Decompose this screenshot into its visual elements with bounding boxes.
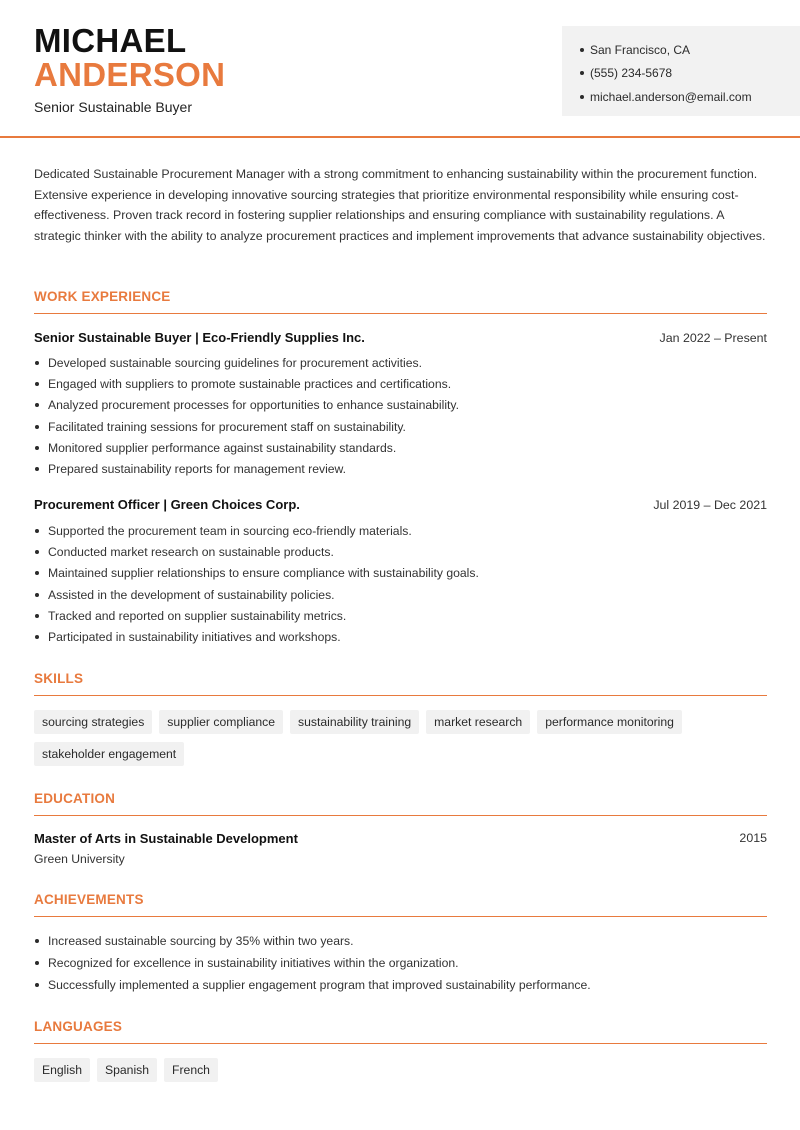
- bullet-icon: [35, 529, 39, 533]
- list-item: [34, 437, 767, 458]
- skill-chip: performance monitoring: [537, 710, 682, 734]
- list-item: [34, 373, 767, 394]
- contact-phone-text: (555) 234-5678: [590, 66, 673, 81]
- job-header: [34, 497, 767, 512]
- skill-chip: supplier compliance: [159, 710, 283, 734]
- list-item-text: Developed sustainable sourcing guidelines for procurement activities.: [48, 355, 422, 370]
- bullet-icon: [580, 71, 584, 75]
- contact-email[interactable]: [580, 85, 800, 109]
- job-dates: Jan 2022 – Present: [659, 331, 767, 345]
- last-name: ANDERSON: [34, 56, 226, 93]
- contact-box: [562, 26, 800, 116]
- job-title: Senior Sustainable Buyer: [34, 99, 192, 115]
- bullet-icon: [35, 425, 39, 429]
- list-item: [34, 974, 767, 996]
- list-item: [34, 520, 767, 541]
- language-chip: English: [34, 1058, 90, 1082]
- list-item: [34, 584, 767, 605]
- education-degree: Master of Arts in Sustainable Development: [34, 831, 298, 846]
- bullet-icon: [35, 446, 39, 450]
- education-school: Green University: [34, 852, 125, 866]
- section-title-languages: LANGUAGES: [34, 1019, 767, 1044]
- job-header: [34, 330, 767, 345]
- bullet-icon: [35, 635, 39, 639]
- list-item: [34, 352, 767, 373]
- education-year: 2015: [739, 831, 767, 845]
- list-item-text: Monitored supplier performance against sustainability standards.: [48, 440, 397, 455]
- bullet-icon: [35, 571, 39, 575]
- contact-phone: [580, 62, 800, 86]
- list-item: [34, 563, 767, 584]
- resume-header: [0, 0, 800, 138]
- list-item-text: Facilitated training sessions for procurement staff on sustainability.: [48, 419, 406, 434]
- list-item-text: Prepared sustainability reports for management review.: [48, 462, 347, 477]
- skill-chip: market research: [426, 710, 530, 734]
- bullet-icon: [35, 961, 39, 965]
- section-title-achievements: ACHIEVEMENTS: [34, 892, 767, 917]
- contact-email-text[interactable]: michael.anderson@email.com: [590, 89, 752, 104]
- list-item: [34, 395, 767, 416]
- bullet-icon: [35, 939, 39, 943]
- bullet-icon: [35, 614, 39, 618]
- list-item-text: Engaged with suppliers to promote sustainable practices and certifications.: [48, 376, 452, 391]
- list-item: [34, 626, 767, 647]
- bullet-icon: [580, 95, 584, 99]
- job-role: Procurement Officer | Green Choices Corp.: [34, 497, 300, 512]
- job-role: Senior Sustainable Buyer | Eco-Friendly Supplies Inc.: [34, 330, 365, 345]
- list-item: [34, 458, 767, 479]
- list-item-text: Successfully implemented a supplier engagement program that improved sustainability performance.: [48, 978, 591, 992]
- job-bullets: [34, 520, 767, 648]
- list-item-text: Assisted in the development of sustainability policies.: [48, 587, 335, 602]
- section-title-skills: SKILLS: [34, 671, 767, 696]
- list-item-text: Recognized for excellence in sustainability initiatives within the organization.: [48, 956, 459, 970]
- list-item-text: Conducted market research on sustainable products.: [48, 544, 334, 559]
- achievements-list: [34, 930, 767, 996]
- bullet-icon: [35, 382, 39, 386]
- contact-location-text: San Francisco, CA: [590, 42, 691, 57]
- bullet-icon: [35, 403, 39, 407]
- skill-chip: stakeholder engagement: [34, 742, 184, 766]
- first-name: MICHAEL: [34, 22, 187, 59]
- profile-summary: Dedicated Sustainable Procurement Manager with a strong commitment to enhancing sustainability within the procurement function. Extensive experience in developing innovative sourcing strategies that prioritize environmental responsibility while ensuring cost-effectiveness. Proven track record in fostering supplier relationships and ensuring compliance with sustainability regulations. A strategic thinker with the ability to analyze procurement practices and implement improvements that advance sustainability objectives.: [34, 167, 766, 243]
- skill-chip: sourcing strategies: [34, 710, 152, 734]
- languages-list: [34, 1058, 767, 1082]
- list-item-text: Maintained supplier relationships to ensure compliance with sustainability goals.: [48, 566, 479, 581]
- bullet-icon: [35, 983, 39, 987]
- list-item: [34, 930, 767, 952]
- skills-list: [34, 710, 767, 766]
- list-item: [34, 416, 767, 437]
- list-item-text: Participated in sustainability initiatives and workshops.: [48, 630, 341, 645]
- language-chip: French: [164, 1058, 218, 1082]
- bullet-icon: [35, 550, 39, 554]
- list-item-text: Analyzed procurement processes for opportunities to enhance sustainability.: [48, 398, 459, 413]
- bullet-icon: [35, 593, 39, 597]
- skill-chip: sustainability training: [290, 710, 419, 734]
- list-item: [34, 952, 767, 974]
- list-item-text: Supported the procurement team in sourcing eco-friendly materials.: [48, 523, 412, 538]
- bullet-icon: [580, 48, 584, 52]
- education-header: [34, 831, 767, 846]
- list-item: [34, 605, 767, 626]
- contact-location: [580, 38, 800, 62]
- list-item-text: Tracked and reported on supplier sustainability metrics.: [48, 608, 347, 623]
- bullet-icon: [35, 361, 39, 365]
- section-title-education: EDUCATION: [34, 791, 767, 816]
- job-dates: Jul 2019 – Dec 2021: [653, 498, 767, 512]
- bullet-icon: [35, 467, 39, 471]
- job-bullets: [34, 352, 767, 480]
- section-title-work: WORK EXPERIENCE: [34, 289, 767, 314]
- list-item-text: Increased sustainable sourcing by 35% within two years.: [48, 934, 354, 948]
- language-chip: Spanish: [97, 1058, 157, 1082]
- list-item: [34, 541, 767, 562]
